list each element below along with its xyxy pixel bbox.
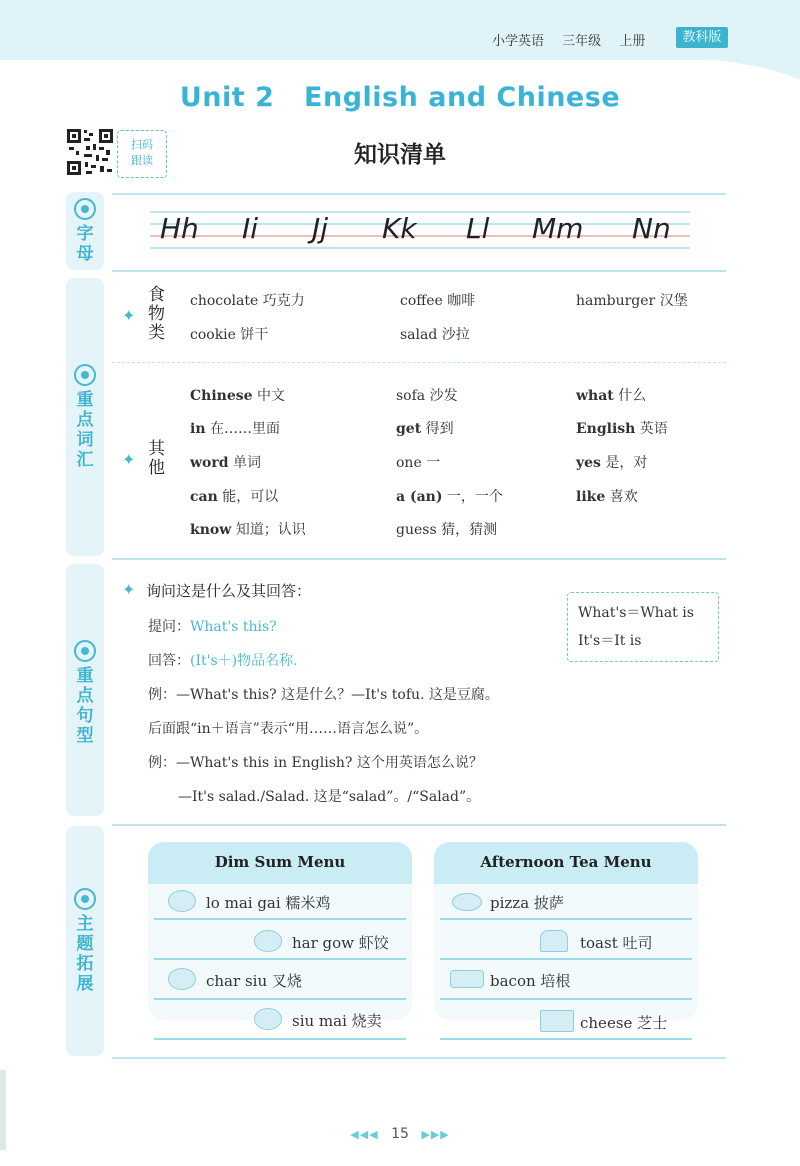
category-other: 其他 bbox=[148, 439, 165, 478]
letter-writing-grid bbox=[150, 206, 690, 250]
har-gow-icon bbox=[254, 930, 282, 952]
page-number: 15 bbox=[391, 1126, 409, 1142]
example-2b: —It's salad./Salad. 这是“salad”。/“Salad”。 bbox=[178, 789, 481, 805]
example-2a: 例：—What's this in English? 这个用英语怎么说？ bbox=[148, 755, 483, 771]
rule-line: 后面跟“in＋语言”表示“用……语言怎么说”。 bbox=[148, 721, 429, 737]
diamond-icon: ✦ bbox=[122, 580, 136, 599]
vocab-item: yes 是，对 bbox=[576, 455, 648, 471]
vocab-item: like 喜欢 bbox=[576, 489, 638, 505]
siu-mai-icon bbox=[254, 1008, 282, 1030]
letter-nn: Nn bbox=[632, 212, 671, 245]
target-icon bbox=[74, 640, 96, 662]
divider bbox=[112, 1057, 726, 1059]
vocab-item: word 单词 bbox=[190, 455, 262, 471]
target-icon bbox=[74, 888, 96, 910]
divider bbox=[154, 1038, 406, 1040]
divider bbox=[154, 998, 406, 1000]
letter-kk: Kk bbox=[382, 212, 417, 245]
divider bbox=[112, 362, 726, 363]
letter-hh: Hh bbox=[160, 212, 199, 245]
divider bbox=[112, 558, 726, 560]
dim-sum-menu-title: Dim Sum Menu bbox=[148, 842, 412, 884]
divider bbox=[440, 958, 692, 960]
vocab-item: get 得到 bbox=[396, 421, 454, 437]
section-title: 知识清单 bbox=[354, 142, 446, 168]
cheese-icon bbox=[540, 1010, 574, 1032]
bacon-icon bbox=[450, 970, 484, 988]
target-icon bbox=[74, 198, 96, 220]
afternoon-tea-menu-title: Afternoon Tea Menu bbox=[434, 842, 698, 884]
letter-jj: Jj bbox=[312, 212, 329, 245]
vocab-item: in 在……里面 bbox=[190, 421, 280, 437]
menu-item: cheese 芝士 bbox=[580, 1014, 668, 1032]
vocab-item: salad 沙拉 bbox=[400, 327, 470, 343]
letter-mm: Mm bbox=[532, 212, 584, 245]
vocab-item: a (an) 一，一个 bbox=[396, 489, 503, 505]
prev-arrows-icon: ◀◀◀ bbox=[350, 1128, 379, 1141]
menu-item: pizza 披萨 bbox=[490, 894, 564, 912]
vocab-item: what 什么 bbox=[576, 388, 647, 404]
menu-item: char siu 叉烧 bbox=[206, 972, 302, 990]
scan-label-2: 跟读 bbox=[131, 154, 153, 167]
menu-item: siu mai 烧卖 bbox=[292, 1012, 382, 1030]
divider bbox=[112, 193, 726, 195]
qr-code-icon[interactable] bbox=[66, 128, 114, 176]
scan-to-read[interactable] bbox=[117, 130, 167, 178]
diamond-icon: ✦ bbox=[122, 306, 136, 325]
next-arrows-icon: ▶▶▶ bbox=[421, 1128, 450, 1141]
vocab-item: cookie 饼干 bbox=[190, 327, 269, 343]
target-icon bbox=[74, 364, 96, 386]
tab-letters-label: 字母 bbox=[76, 224, 94, 264]
divider bbox=[112, 824, 726, 826]
menu-item: har gow 虾饺 bbox=[292, 934, 389, 952]
vocab-item: sofa 沙发 bbox=[396, 388, 458, 404]
letter-ii: Ii bbox=[242, 212, 259, 245]
edition-badge: 教科版 bbox=[676, 27, 728, 48]
letter-ll: Ll bbox=[466, 212, 490, 245]
vocab-item: English 英语 bbox=[576, 421, 668, 437]
example-1: 例：—What's this? 这是什么？—It's tofu. 这是豆腐。 bbox=[148, 687, 499, 703]
pizza-icon bbox=[452, 893, 482, 911]
char-siu-icon bbox=[168, 968, 196, 990]
menu-item: toast 吐司 bbox=[580, 934, 653, 952]
header-subject: 小学英语 bbox=[492, 34, 545, 49]
divider bbox=[440, 998, 692, 1000]
question-line: 提问：What's this? bbox=[148, 619, 277, 635]
sentence-heading: 询问这是什么及其回答： bbox=[146, 582, 312, 600]
note-line-2: It's＝It is bbox=[578, 633, 642, 649]
page-footer bbox=[0, 1126, 800, 1142]
tab-vocab-label: 重点词汇 bbox=[76, 390, 94, 470]
contraction-note bbox=[567, 592, 719, 662]
lo-mai-gai-icon bbox=[168, 890, 196, 912]
diamond-icon: ✦ bbox=[122, 450, 136, 469]
divider bbox=[440, 1038, 692, 1040]
vocab-item: know 知道；认识 bbox=[190, 522, 306, 538]
tab-extension-label: 主题拓展 bbox=[76, 914, 94, 994]
vocab-item: coffee 咖啡 bbox=[400, 293, 476, 309]
answer-line: 回答：(It's＋)物品名称. bbox=[148, 653, 298, 669]
tab-sentences-label: 重点句型 bbox=[76, 666, 94, 746]
header-volume: 上册 bbox=[619, 34, 646, 49]
unit-title: Unit 2 English and Chinese bbox=[179, 82, 621, 113]
header-grade: 三年级 bbox=[562, 34, 602, 49]
menu-item: lo mai gai 糯米鸡 bbox=[206, 894, 331, 912]
vocab-item: chocolate 巧克力 bbox=[190, 293, 305, 309]
divider bbox=[154, 958, 406, 960]
toast-icon bbox=[540, 930, 568, 952]
note-line-1: What's＝What is bbox=[578, 605, 694, 621]
vocab-item: Chinese 中文 bbox=[190, 388, 285, 404]
category-food: 食物类 bbox=[148, 285, 165, 343]
vocab-item: guess 猜，猜测 bbox=[396, 522, 498, 538]
vocab-item: one 一 bbox=[396, 455, 441, 471]
header-tags bbox=[478, 30, 645, 49]
vocab-item: hamburger 汉堡 bbox=[576, 293, 688, 309]
divider bbox=[154, 918, 406, 920]
divider bbox=[440, 918, 692, 920]
scan-label-1: 扫码 bbox=[131, 138, 153, 151]
divider bbox=[112, 270, 726, 272]
vocab-item: can 能，可以 bbox=[190, 489, 279, 505]
menu-item: bacon 培根 bbox=[490, 972, 571, 990]
